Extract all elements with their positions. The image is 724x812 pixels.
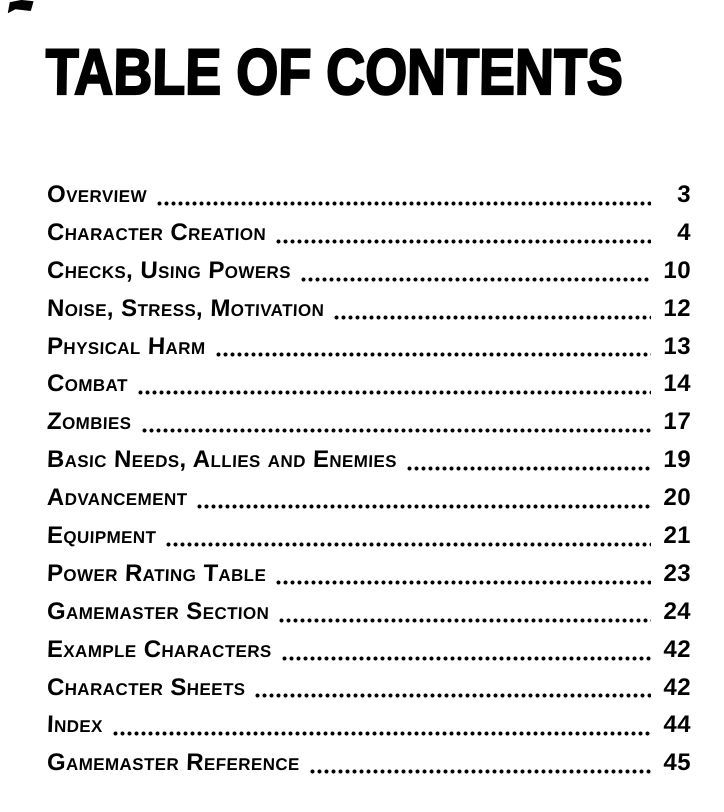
toc-entry-page: 42 [663, 635, 692, 663]
toc-entry[interactable] [47, 290, 691, 328]
dot-leader [309, 744, 651, 782]
toc-entry[interactable] [47, 517, 691, 555]
toc-entry[interactable] [47, 176, 691, 214]
toc-entry-label: Example Characters [46, 635, 273, 663]
toc-entry-label: Gamemaster Section [46, 597, 270, 625]
toc-entry-page: 10 [663, 256, 692, 284]
toc-list [47, 176, 691, 782]
toc-entry[interactable] [47, 441, 691, 479]
toc-entry[interactable] [47, 669, 691, 707]
toc-entry-label: Basic Needs, Allies and Enemies [46, 446, 398, 474]
toc-entry[interactable] [47, 706, 691, 744]
toc-entry-label: Advancement [46, 484, 188, 512]
toc-entry[interactable] [47, 214, 691, 252]
dot-leader [254, 669, 651, 707]
toc-entry-page: 3 [676, 181, 692, 208]
toc-entry-label: Equipment [46, 522, 157, 550]
dot-leader [406, 441, 651, 479]
dot-leader [278, 593, 651, 631]
toc-entry-page: 4 [676, 218, 692, 246]
toc-entry-label: Index [46, 711, 104, 739]
toc-entry-label: Combat [46, 370, 129, 398]
toc-entry-page: 42 [663, 673, 692, 701]
toc-entry[interactable] [47, 252, 691, 290]
toc-entry-page: 13 [663, 332, 692, 360]
dot-leader [333, 290, 651, 328]
toc-entry-label: Power Rating Table [46, 559, 267, 587]
toc-entry[interactable] [47, 744, 691, 782]
page-title: TABLE OF CONTENTS [45, 36, 624, 109]
toc-entry-label: Zombies [46, 408, 133, 436]
toc-entry-label: Character Creation [46, 218, 267, 246]
toc-entry[interactable] [47, 365, 691, 403]
toc-entry[interactable] [47, 555, 691, 593]
toc-entry[interactable] [47, 328, 691, 366]
dot-leader [275, 214, 651, 252]
dot-leader [196, 479, 651, 517]
dot-leader [300, 252, 651, 290]
toc-entry-page: 14 [663, 370, 692, 398]
dot-leader [275, 555, 651, 593]
toc-entry-label: Overview [46, 181, 148, 208]
dot-leader [156, 176, 651, 214]
toc-entry-label: Character Sheets [46, 673, 246, 701]
dot-leader [112, 706, 651, 744]
toc-entry-label: Noise, Stress, Motivation [46, 294, 325, 322]
toc-entry[interactable] [47, 593, 691, 631]
toc-entry[interactable] [47, 403, 691, 441]
dot-leader [137, 365, 651, 403]
toc-entry-page: 24 [663, 597, 692, 625]
dot-leader [281, 631, 651, 669]
toc-entry[interactable] [47, 631, 691, 669]
toc-entry-label: Physical Harm [46, 332, 207, 360]
toc-entry-page: 20 [663, 484, 692, 512]
toc-entry-page: 21 [663, 522, 692, 550]
toc-entry-page: 17 [663, 408, 692, 436]
toc-entry[interactable] [47, 479, 691, 517]
dot-leader [141, 403, 651, 441]
toc-entry-label: Checks, Using Powers [46, 256, 292, 284]
toc-entry-page: 44 [663, 711, 692, 739]
ink-mark-decoration [6, 0, 34, 13]
dot-leader [165, 517, 651, 555]
toc-entry-page: 19 [663, 446, 692, 474]
toc-entry-page: 23 [663, 559, 692, 587]
toc-entry-page: 12 [663, 294, 692, 322]
toc-entry-label: Gamemaster Reference [46, 749, 301, 777]
dot-leader [215, 328, 651, 366]
toc-entry-page: 45 [663, 749, 692, 777]
